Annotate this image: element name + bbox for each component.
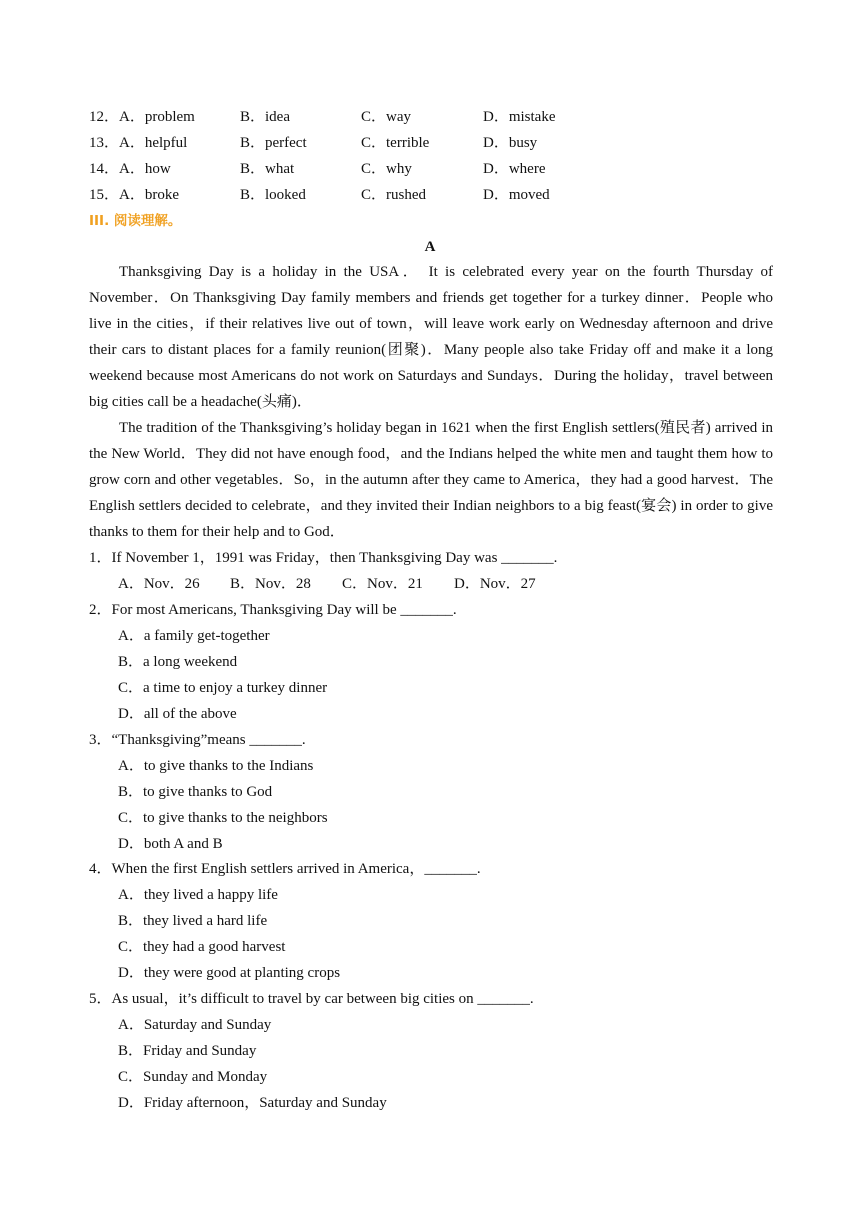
- choice-a: A．Nov．26: [118, 576, 200, 592]
- question-stem: 1．If November 1，1991 was Friday，then Thanksgiving Day was _______.: [89, 550, 558, 566]
- section-heading: III. 阅读理解。: [89, 213, 182, 229]
- choice-b: B．they lived a hard life: [118, 913, 268, 929]
- question-stem: 5．As usual，it’s difficult to travel by car between big cities on _______.: [89, 991, 534, 1007]
- cloze-option-row: [89, 132, 789, 154]
- passage-title: A: [424, 239, 436, 255]
- choice-c: C．a time to enjoy a turkey dinner: [118, 680, 328, 696]
- option-a: 13．A．helpful: [89, 135, 188, 151]
- choice-c: C．to give thanks to the neighbors: [118, 810, 328, 826]
- question-stem: 2．For most Americans, Thanksgiving Day will be _______.: [89, 602, 457, 618]
- option-a: 14．A．how: [89, 161, 171, 177]
- choice-d: D．both A and B: [118, 836, 223, 852]
- option-b: B．perfect: [240, 135, 307, 151]
- choice-b: B．a long weekend: [118, 654, 238, 670]
- option-d: D．busy: [483, 135, 538, 151]
- option-d: D．mistake: [483, 109, 556, 125]
- option-c: C．terrible: [361, 135, 430, 151]
- choice-d: D．Friday afternoon，Saturday and Sunday: [118, 1095, 387, 1111]
- passage-paragraph: The tradition of the Thanksgiving’s holiday began in 1621 when the first English settlers(殖民者) arrived in the New World．They did not have enough food，and the Indians helped the white men and taught them how to grow corn and other vegetables．So，in the autumn after they came to America，they had a good harvest．The English settlers decided to celebrate，and they invited their Indian neighbors to a big feast(宴会) in order to give thanks to them for their help and to God．: [89, 420, 773, 540]
- choice-d: D．they were good at planting crops: [118, 965, 341, 981]
- option-b: B．what: [240, 161, 295, 177]
- choice-c: C．Sunday and Monday: [118, 1069, 268, 1085]
- cloze-option-row: [89, 106, 789, 128]
- choice-b: B．Nov．28: [230, 576, 311, 592]
- option-b: B．idea: [240, 109, 290, 125]
- choice-b: B．to give thanks to God: [118, 784, 273, 800]
- choice-a: A．Saturday and Sunday: [118, 1017, 272, 1033]
- choice-b: B．Friday and Sunday: [118, 1043, 257, 1059]
- choice-d: D．all of the above: [118, 706, 237, 722]
- choice-c: C．Nov．21: [342, 576, 423, 592]
- passage-paragraph: Thanksgiving Day is a holiday in the USA． It is celebrated every year on the fourth Thursday of November．On Thanksgiving Day family members and friends get together for a turkey dinner．People who live in the cities，if their relatives live out of town，will leave work early on Wednesday afternoon and drive their cars to distant places for a family reunion(团聚)．Many people also take Friday off and make it a long weekend because most Americans do not work on Saturdays and Sundays．During the holiday，travel between big cities call be a headache(头痛)．: [89, 264, 773, 410]
- choice-a: A．to give thanks to the Indians: [118, 758, 314, 774]
- choice-d: D．Nov．27: [454, 576, 536, 592]
- option-c: C．rushed: [361, 187, 426, 203]
- option-a: 15．A．broke: [89, 187, 179, 203]
- choice-c: C．they had a good harvest: [118, 939, 286, 955]
- option-a: 12．A．problem: [89, 109, 195, 125]
- cloze-option-row: [89, 158, 789, 180]
- option-c: C．way: [361, 109, 411, 125]
- question-stem: 3．“Thanksgiving”means _______.: [89, 732, 306, 748]
- option-c: C．why: [361, 161, 412, 177]
- option-d: D．where: [483, 161, 546, 177]
- question-stem: 4．When the first English settlers arrived in America，_______.: [89, 861, 481, 877]
- choice-a: A．a family get-together: [118, 628, 270, 644]
- option-b: B．looked: [240, 187, 306, 203]
- option-d: D．moved: [483, 187, 550, 203]
- cloze-option-row: [89, 184, 789, 206]
- choice-a: A．they lived a happy life: [118, 887, 278, 903]
